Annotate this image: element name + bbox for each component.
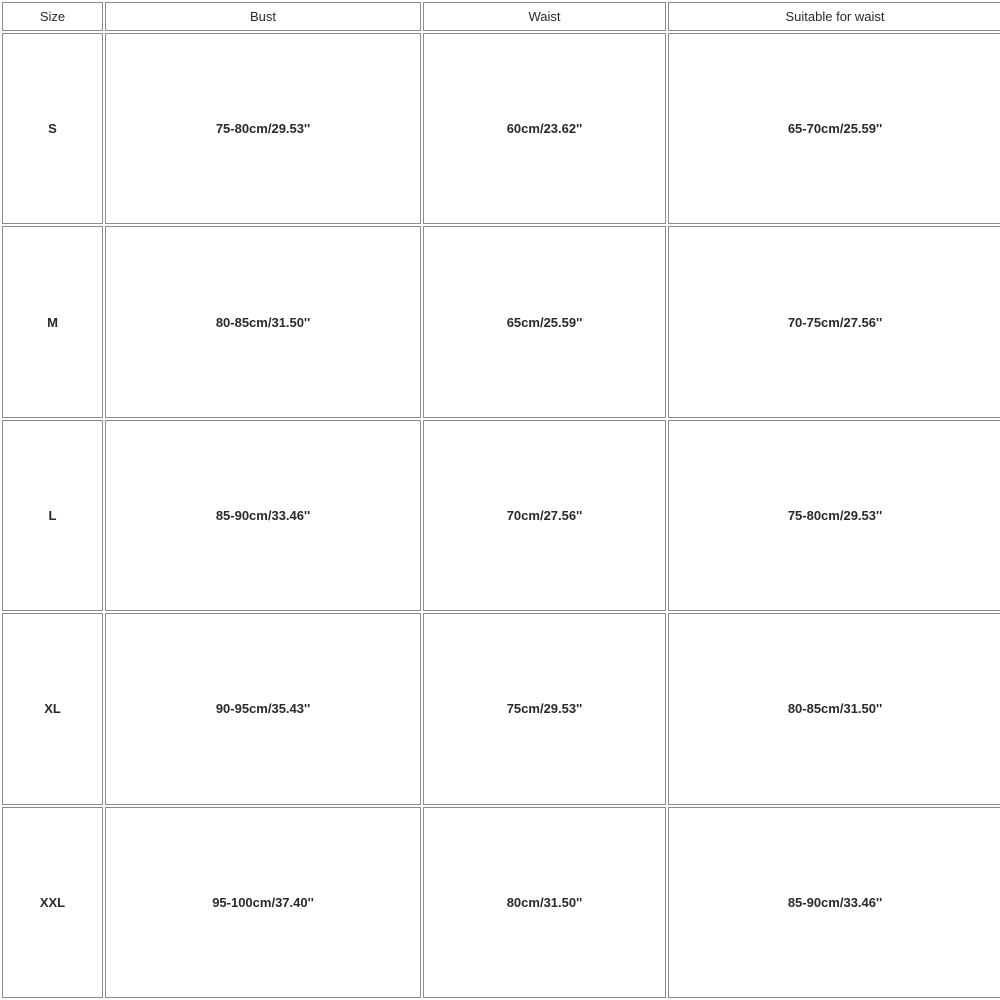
table-header: [2, 2, 1000, 31]
table-row: [2, 420, 1000, 611]
size-cell: XL: [2, 613, 103, 804]
suitable-waist-cell: 85-90cm/33.46'': [668, 807, 1000, 998]
size-cell: L: [2, 420, 103, 611]
bust-cell: 80-85cm/31.50'': [105, 226, 421, 417]
suitable-waist-cell: 65-70cm/25.59'': [668, 33, 1000, 224]
bust-cell: 90-95cm/35.43'': [105, 613, 421, 804]
bust-cell: 85-90cm/33.46'': [105, 420, 421, 611]
header-bust: Bust: [105, 2, 421, 31]
header-size: Size: [2, 2, 103, 31]
waist-cell: 65cm/25.59'': [423, 226, 666, 417]
table-row: [2, 807, 1000, 998]
bust-cell: 75-80cm/29.53'': [105, 33, 421, 224]
header-waist: Waist: [423, 2, 666, 31]
table-row: [2, 226, 1000, 417]
waist-cell: 60cm/23.62'': [423, 33, 666, 224]
header-row: [2, 2, 1000, 31]
table-row: [2, 613, 1000, 804]
header-suitable-for-waist: Suitable for waist: [668, 2, 1000, 31]
suitable-waist-cell: 70-75cm/27.56'': [668, 226, 1000, 417]
waist-cell: 75cm/29.53'': [423, 613, 666, 804]
waist-cell: 70cm/27.56'': [423, 420, 666, 611]
size-cell: S: [2, 33, 103, 224]
size-cell: M: [2, 226, 103, 417]
suitable-waist-cell: 80-85cm/31.50'': [668, 613, 1000, 804]
suitable-waist-cell: 75-80cm/29.53'': [668, 420, 1000, 611]
waist-cell: 80cm/31.50'': [423, 807, 666, 998]
bust-cell: 95-100cm/37.40'': [105, 807, 421, 998]
table-body: [2, 33, 1000, 998]
size-cell: XXL: [2, 807, 103, 998]
table-row: [2, 33, 1000, 224]
